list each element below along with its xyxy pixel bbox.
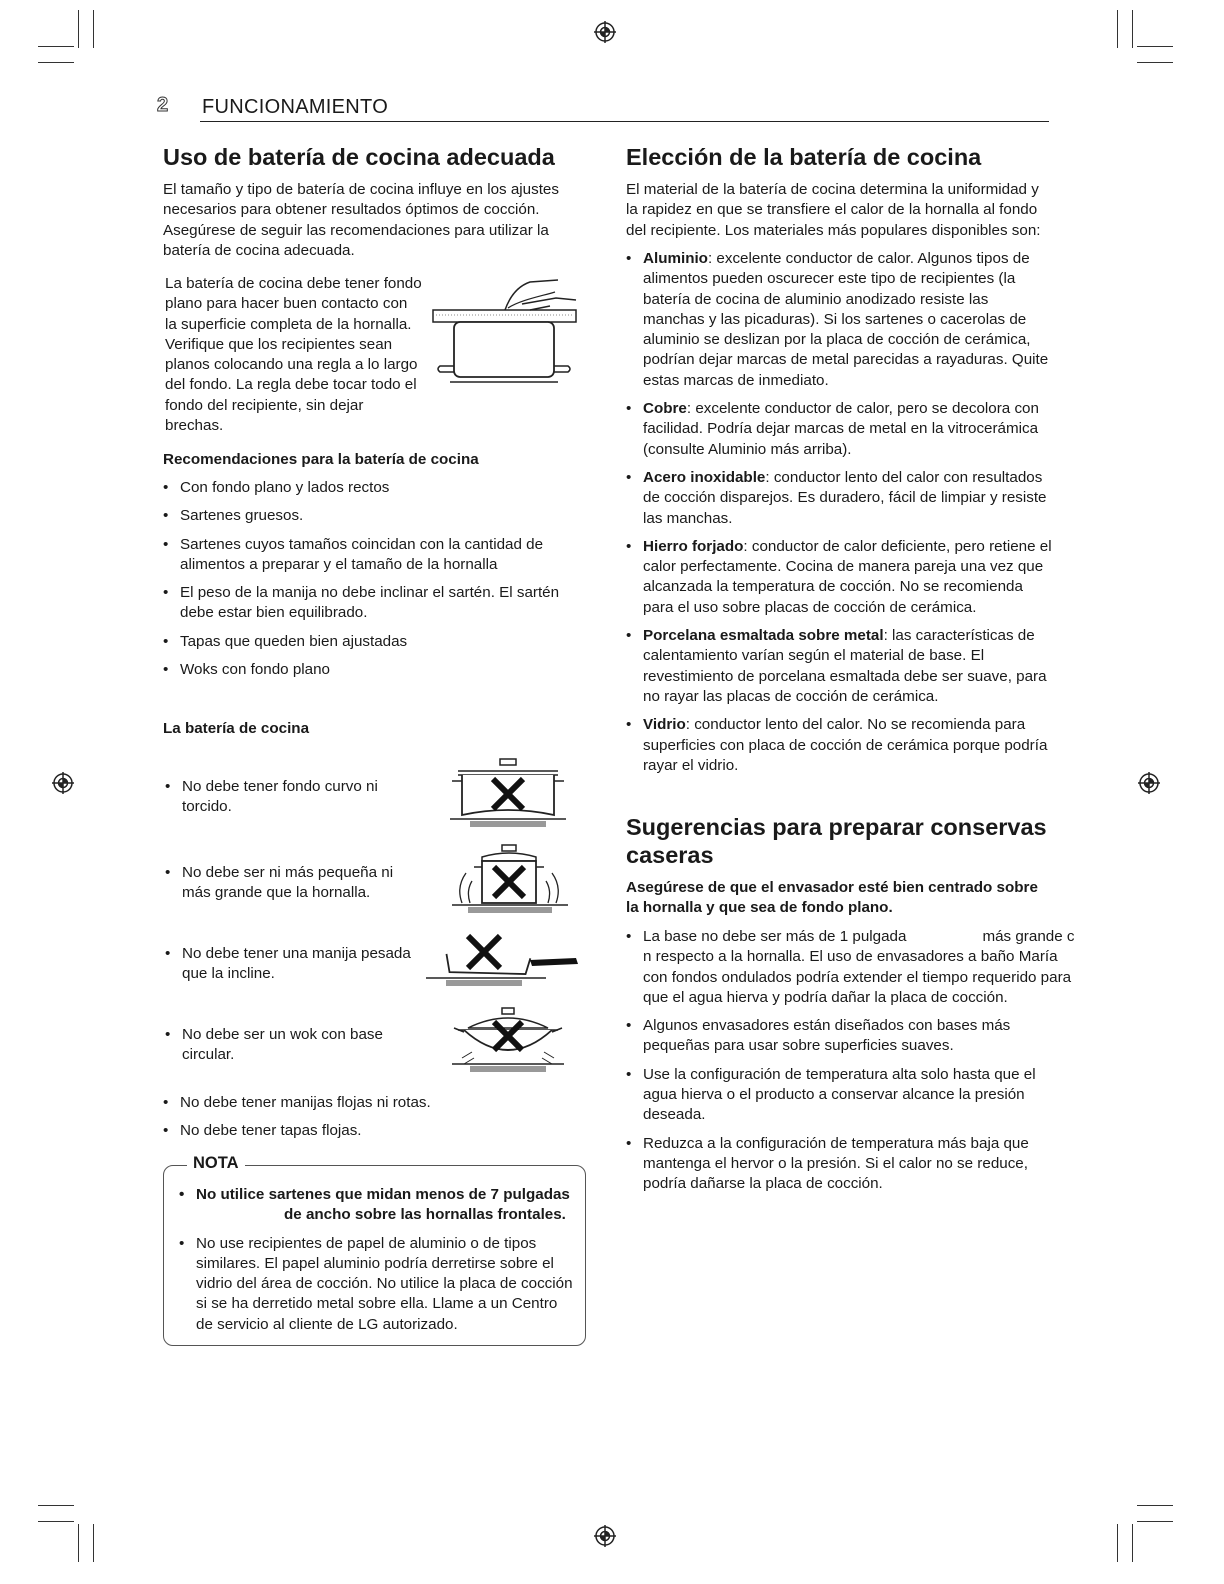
material-item (626, 626, 1053, 707)
curved-pot-illustration-icon (448, 757, 568, 831)
crop-mark (1132, 10, 1133, 48)
material-text: : excelente conductor de calor. Algunos tipos de alimentos pueden oscurecer este tipo de recipientes (la batería de cocina de aluminio anodizado resiste las manchas y las picaduras). Si los sartenes o cacerolas de aluminio se deslizan por la placa de cocción de cerámica, podrían dejar marcas de metal parecidas a rayaduras. Quite estas marcas de inmediato. (643, 250, 1049, 389)
list-item: • Woks con fondo plano (163, 660, 573, 680)
list-item: • No debe ser un wok con base circular. (165, 1025, 405, 1066)
registration-mark-icon (594, 21, 616, 43)
left-title: Uso de batería de cocina adecuada (163, 144, 555, 170)
canning-item (626, 927, 1076, 1008)
heavy-handle-pan-illustration-icon (426, 930, 582, 988)
left-intro: El tamaño y tipo de batería de cocina influye en los ajustes necesarios para obtener resultados óptimos de cocción. Asegúrese de seguir las recomendaciones para utilizar la batería de cocina adecuada. (163, 181, 559, 259)
header-rule (200, 121, 1049, 122)
bateria-item-3 (165, 944, 425, 985)
material-text: : conductor lento del calor. No se recomienda para superficies con placa de cocción de cerámica porque podría rayar el vidrio. (643, 716, 1048, 774)
nota-list (179, 1185, 574, 1335)
more-bateria-list (163, 1093, 583, 1142)
right-intro: El material de la batería de cocina determina la uniformidad y la rapidez en que se transfiere el calor de la hornalla al fondo del recipiente. Los materiales más populares disponibles son: (626, 181, 1041, 239)
flat-bottom-text: La batería de cocina debe tener fondo plano para hacer buen contacto con la superficie completa de la hornalla. Verifique que los recipientes sean planos colocando una regla a lo largo del fondo. La regla debe tocar todo el fondo del recipiente, sin dejar brechas. (165, 275, 422, 435)
list-item: • Tapas que queden bien ajustadas (163, 632, 573, 652)
crop-mark (1137, 1521, 1173, 1522)
bateria-item-4 (165, 1025, 405, 1066)
right-title: Elección de la batería de cocina (626, 144, 982, 170)
crop-mark (93, 1524, 94, 1562)
material-name: Vidrio (643, 716, 686, 734)
list-item: • No debe tener fondo curvo ni torcido. (165, 777, 400, 818)
rec-heading: Recomendaciones para la batería de cocina (163, 451, 479, 468)
list-item: • Sartenes cuyos tamaños coincidan con la cantidad de alimentos a preparar y el tamaño de la hornalla (163, 535, 573, 576)
material-item (626, 399, 1053, 460)
registration-mark-icon (52, 772, 74, 794)
material-item (626, 537, 1053, 618)
section-title: FUNCIONAMIENTO (202, 96, 389, 118)
list-item: • Sartenes gruesos. (163, 506, 573, 526)
recommendations-list (163, 478, 573, 680)
crop-mark (93, 10, 94, 48)
list-item: • No debe ser ni más pequeña ni más grande que la hornalla. (165, 863, 410, 904)
crop-mark (1132, 1524, 1133, 1562)
list-item: • Con fondo plano y lados rectos (163, 478, 573, 498)
crop-mark (38, 1521, 74, 1522)
canning-text: La base no debe ser más de 1 pulgada (643, 928, 907, 945)
crop-mark (38, 46, 74, 47)
page-number: 2 (157, 94, 169, 116)
ruler-pot-illustration-icon (430, 278, 580, 390)
material-name: Cobre (643, 400, 687, 418)
round-wok-illustration-icon (448, 1006, 568, 1076)
material-item (626, 715, 1053, 776)
nota-item (179, 1185, 574, 1226)
material-item (626, 468, 1053, 529)
canning-item: • Algunos envasadores están diseñados con bases más pequeñas para usar sobre superficies suaves. (626, 1016, 1053, 1057)
nota-item-line: No utilice sartenes que midan menos de 7 pulgadas (196, 1186, 570, 1203)
bateria-item-1 (165, 777, 400, 818)
crop-mark (1137, 62, 1173, 63)
material-name: Acero inoxidable (643, 468, 766, 486)
list-item: • El peso de la manija no debe inclinar el sartén. El sartén debe estar bien equilibrado. (163, 583, 573, 624)
canning-bold: Asegúrese de que el envasador esté bien centrado sobre la hornalla y que sea de fondo plano. (626, 879, 1038, 917)
oversized-pot-illustration-icon (448, 843, 572, 917)
material-item (626, 249, 1053, 391)
canning-list (626, 927, 1076, 1195)
crop-mark (38, 62, 74, 63)
crop-mark (1137, 46, 1173, 47)
material-name: Aluminio (643, 250, 708, 267)
material-name: Porcelana esmaltada sobre metal (643, 627, 884, 645)
list-item: • No debe tener manijas flojas ni rotas. (163, 1093, 583, 1113)
canning-text: c n respecto a la hornalla. El uso de envasadores a baño María con fondos ondulados podría extender el tiempo requerido para que el agua hierva y podría dañar la placa de cocción. (643, 928, 1075, 1006)
crop-mark (78, 1524, 79, 1562)
material-text: : excelente conductor de calor, pero se decolora con facilidad. Podría dejar marcas de metal en la vitrocerámica (consulte Aluminio más arriba). (643, 400, 1039, 458)
crop-mark (78, 10, 79, 48)
canning-text: más grande (982, 928, 1063, 945)
crop-mark (1117, 10, 1118, 48)
list-item: • No debe tener tapas flojas. (163, 1121, 583, 1141)
bateria-item-2 (165, 863, 410, 904)
nota-item: • No use recipientes de papel de aluminio o de tipos similares. El papel aluminio podría derretirse sobre el vidrio del área de cocción. No utilice la placa de cocción si se ha derretido metal sobre ella. Llame a un Centro de servicio al cliente de LG autorizado. (179, 1234, 574, 1335)
crop-mark (1117, 1524, 1118, 1562)
nota-title: NOTA (187, 1154, 245, 1173)
material-text: : conductor lento del calor con resultados de cocción disparejos. Es duradero, fácil de limpiar y resiste las manchas. (643, 468, 1047, 527)
crop-mark (38, 1505, 74, 1506)
registration-mark-icon (594, 1525, 616, 1547)
material-text: : las características de calentamiento varían según el material de base. El revestimiento de porcelana esmaltada debe ser suave, para no rayar las placas de cocción de cerámica. (643, 627, 1047, 705)
material-text: : conductor de calor deficiente, pero retiene el calor perfectamente. Cocina de manera pareja una vez que alcanzada la temperatura de cocción. No se recomienda para el uso sobre placas de cocción de cerámica. (643, 537, 1052, 616)
registration-mark-icon (1138, 772, 1160, 794)
materials-list (626, 249, 1053, 776)
list-item: • No debe tener una manija pesada que la incline. (165, 944, 425, 985)
canning-item: • Use la configuración de temperatura alta solo hasta que el agua hierva o el producto a conservar alcance la presión deseada. (626, 1065, 1053, 1126)
canning-item: • Reduzca a la configuración de temperatura más baja que mantenga el hervor o la presión. Si el calor no se reduce, podría dañarse la placa de cocción. (626, 1134, 1053, 1195)
nota-item-line: de ancho sobre las hornallas frontales. (284, 1206, 566, 1224)
bateria-heading: La batería de cocina (163, 720, 310, 737)
canning-title: Sugerencias para preparar conservas caseras (626, 814, 1047, 868)
crop-mark (1137, 1505, 1173, 1506)
material-name: Hierro forjado (643, 537, 744, 555)
